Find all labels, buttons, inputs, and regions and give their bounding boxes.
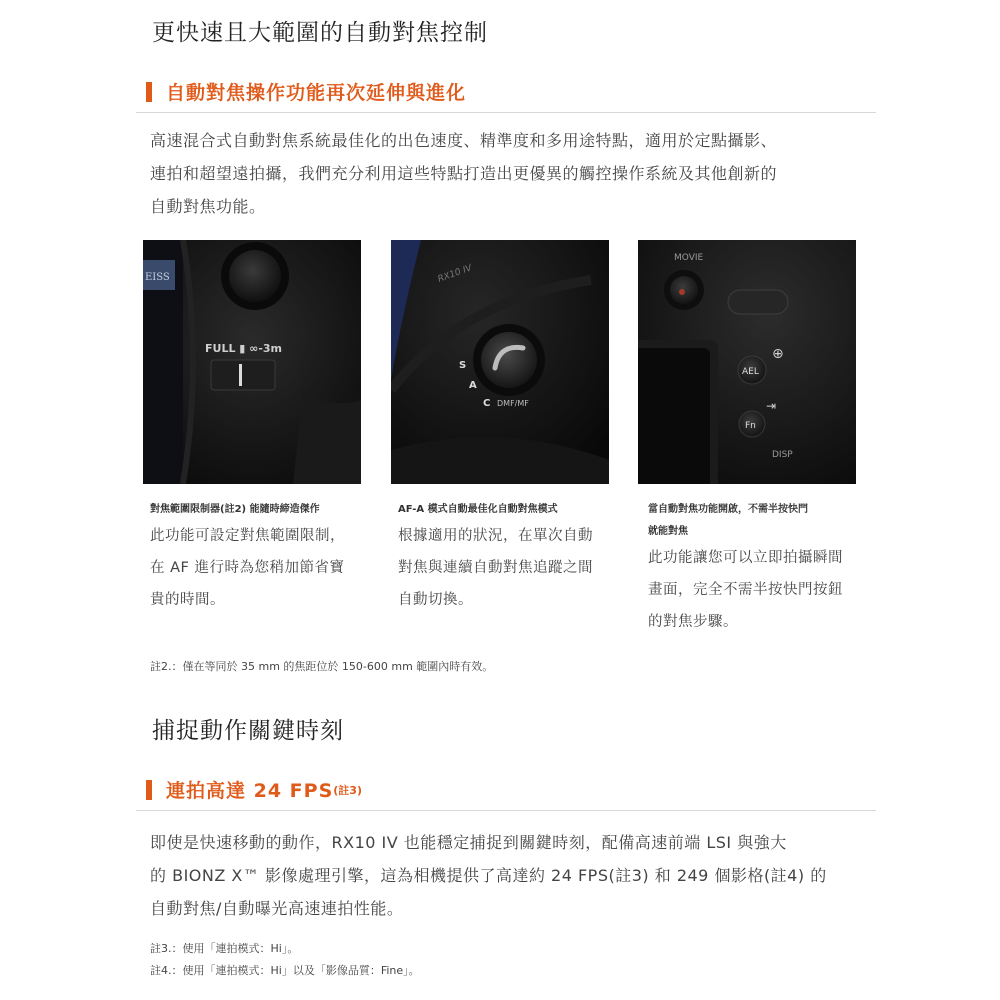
paragraph-line: 即使是快速移動的動作，RX10 IV 也能穩定捕捉到關鍵時刻，配備高速前端 LSI 與強大: [150, 833, 787, 852]
feature-title-af-a: AF-A 模式自動最佳化自動對焦模式: [398, 504, 558, 515]
dial-letter-c: C: [483, 398, 491, 409]
section-heading-autofocus: 更快速且大範圍的自動對焦控制: [152, 20, 488, 46]
feature-line: 貴的時間。: [150, 592, 225, 608]
photo-focus-range-limiter: [143, 240, 361, 484]
feature-body-range-limiter: [150, 520, 345, 616]
paragraph-line: 連拍和超望遠拍攝，我們充分利用這些特點打造出更優異的觸控操作系統及其他創新的: [150, 164, 778, 183]
paragraph-line: 高速混合式自動對焦系統最佳化的出色速度、精準度和多用途特點，適用於定點攝影、: [150, 131, 778, 150]
divider: [136, 112, 876, 113]
ael-label: AEL: [742, 367, 759, 377]
feature-line: 對焦與連續自動對焦追蹤之間: [398, 560, 593, 576]
footnote-2: 註2.：僅在等同於 35 mm 的焦距位於 150-600 mm 範圍內時有效。: [150, 660, 494, 673]
footnote-4: 註4.：使用「連拍模式：Hi」以及「影像品質：Fine」。: [150, 964, 420, 977]
feature-line: 在 AF 進行時為您稍加節省寶: [150, 560, 345, 576]
subheading-text: 連拍高達 24 FPS: [166, 780, 334, 802]
feature-title-eye-start: [648, 499, 808, 543]
dial-letter-s: S: [459, 360, 467, 371]
lens-brand-text: EISS: [145, 272, 170, 283]
section-heading-continuous-shooting: 捕捉動作關鍵時刻: [152, 718, 344, 744]
footnote-3: 註3.：使用「連拍模式：Hi」。: [150, 942, 299, 955]
dial-mode-text: DMF/MF: [497, 399, 529, 408]
dial-letter-a: A: [469, 380, 477, 391]
feature-line: 根據適用的狀況，在單次自動: [398, 528, 593, 544]
disp-label: DISP: [772, 450, 793, 460]
subheading-af-operation: [146, 78, 466, 105]
export-icon: ⇥: [766, 399, 777, 413]
camera-model-text: RX10 IV: [436, 263, 474, 285]
feature-body-eye-start: [648, 542, 843, 638]
burst-paragraph: [150, 826, 870, 925]
subheading-note: (註3): [333, 783, 362, 797]
feature-title-range-limiter: 對焦範圍限制器(註2) 能隨時締造傑作: [150, 504, 320, 515]
feature-line: 畫面，完全不需半按快門按鈕: [648, 582, 843, 598]
accent-bar: [146, 780, 152, 800]
feature-line: 的對焦步驟。: [648, 614, 738, 630]
fn-label: Fn: [745, 421, 756, 431]
zoom-in-icon: ⊕: [772, 346, 784, 362]
switch-label: FULL ▮ ∞-3m: [205, 342, 283, 355]
movie-label: MOVIE: [674, 253, 704, 263]
paragraph-line: 自動對焦/自動曝光高速連拍性能。: [150, 899, 404, 918]
photo-focus-mode-dial: [391, 240, 609, 484]
subheading-text: 自動對焦操作功能再次延伸與進化: [166, 82, 467, 104]
photo-camera-back-buttons: [638, 240, 856, 484]
intro-paragraph: [150, 124, 870, 223]
feature-line: 此功能可設定對焦範圍限制，: [150, 528, 345, 544]
feature-title-line: 就能對焦: [648, 526, 688, 537]
feature-title-line: 當自動對焦功能開啟，不需半按快門: [648, 504, 808, 515]
subheading-24fps: [146, 776, 362, 803]
accent-bar: [146, 82, 152, 102]
paragraph-line: 的 BIONZ X™ 影像處理引擎，這為相機提供了高達約 24 FPS(註3) 和 249 個影格(註4) 的: [150, 866, 827, 885]
feature-line: 自動切換。: [398, 592, 473, 608]
paragraph-line: 自動對焦功能。: [150, 197, 266, 216]
feature-line: 此功能讓您可以立即拍攝瞬間: [648, 550, 843, 566]
divider: [136, 810, 876, 811]
feature-body-af-a: [398, 520, 593, 616]
